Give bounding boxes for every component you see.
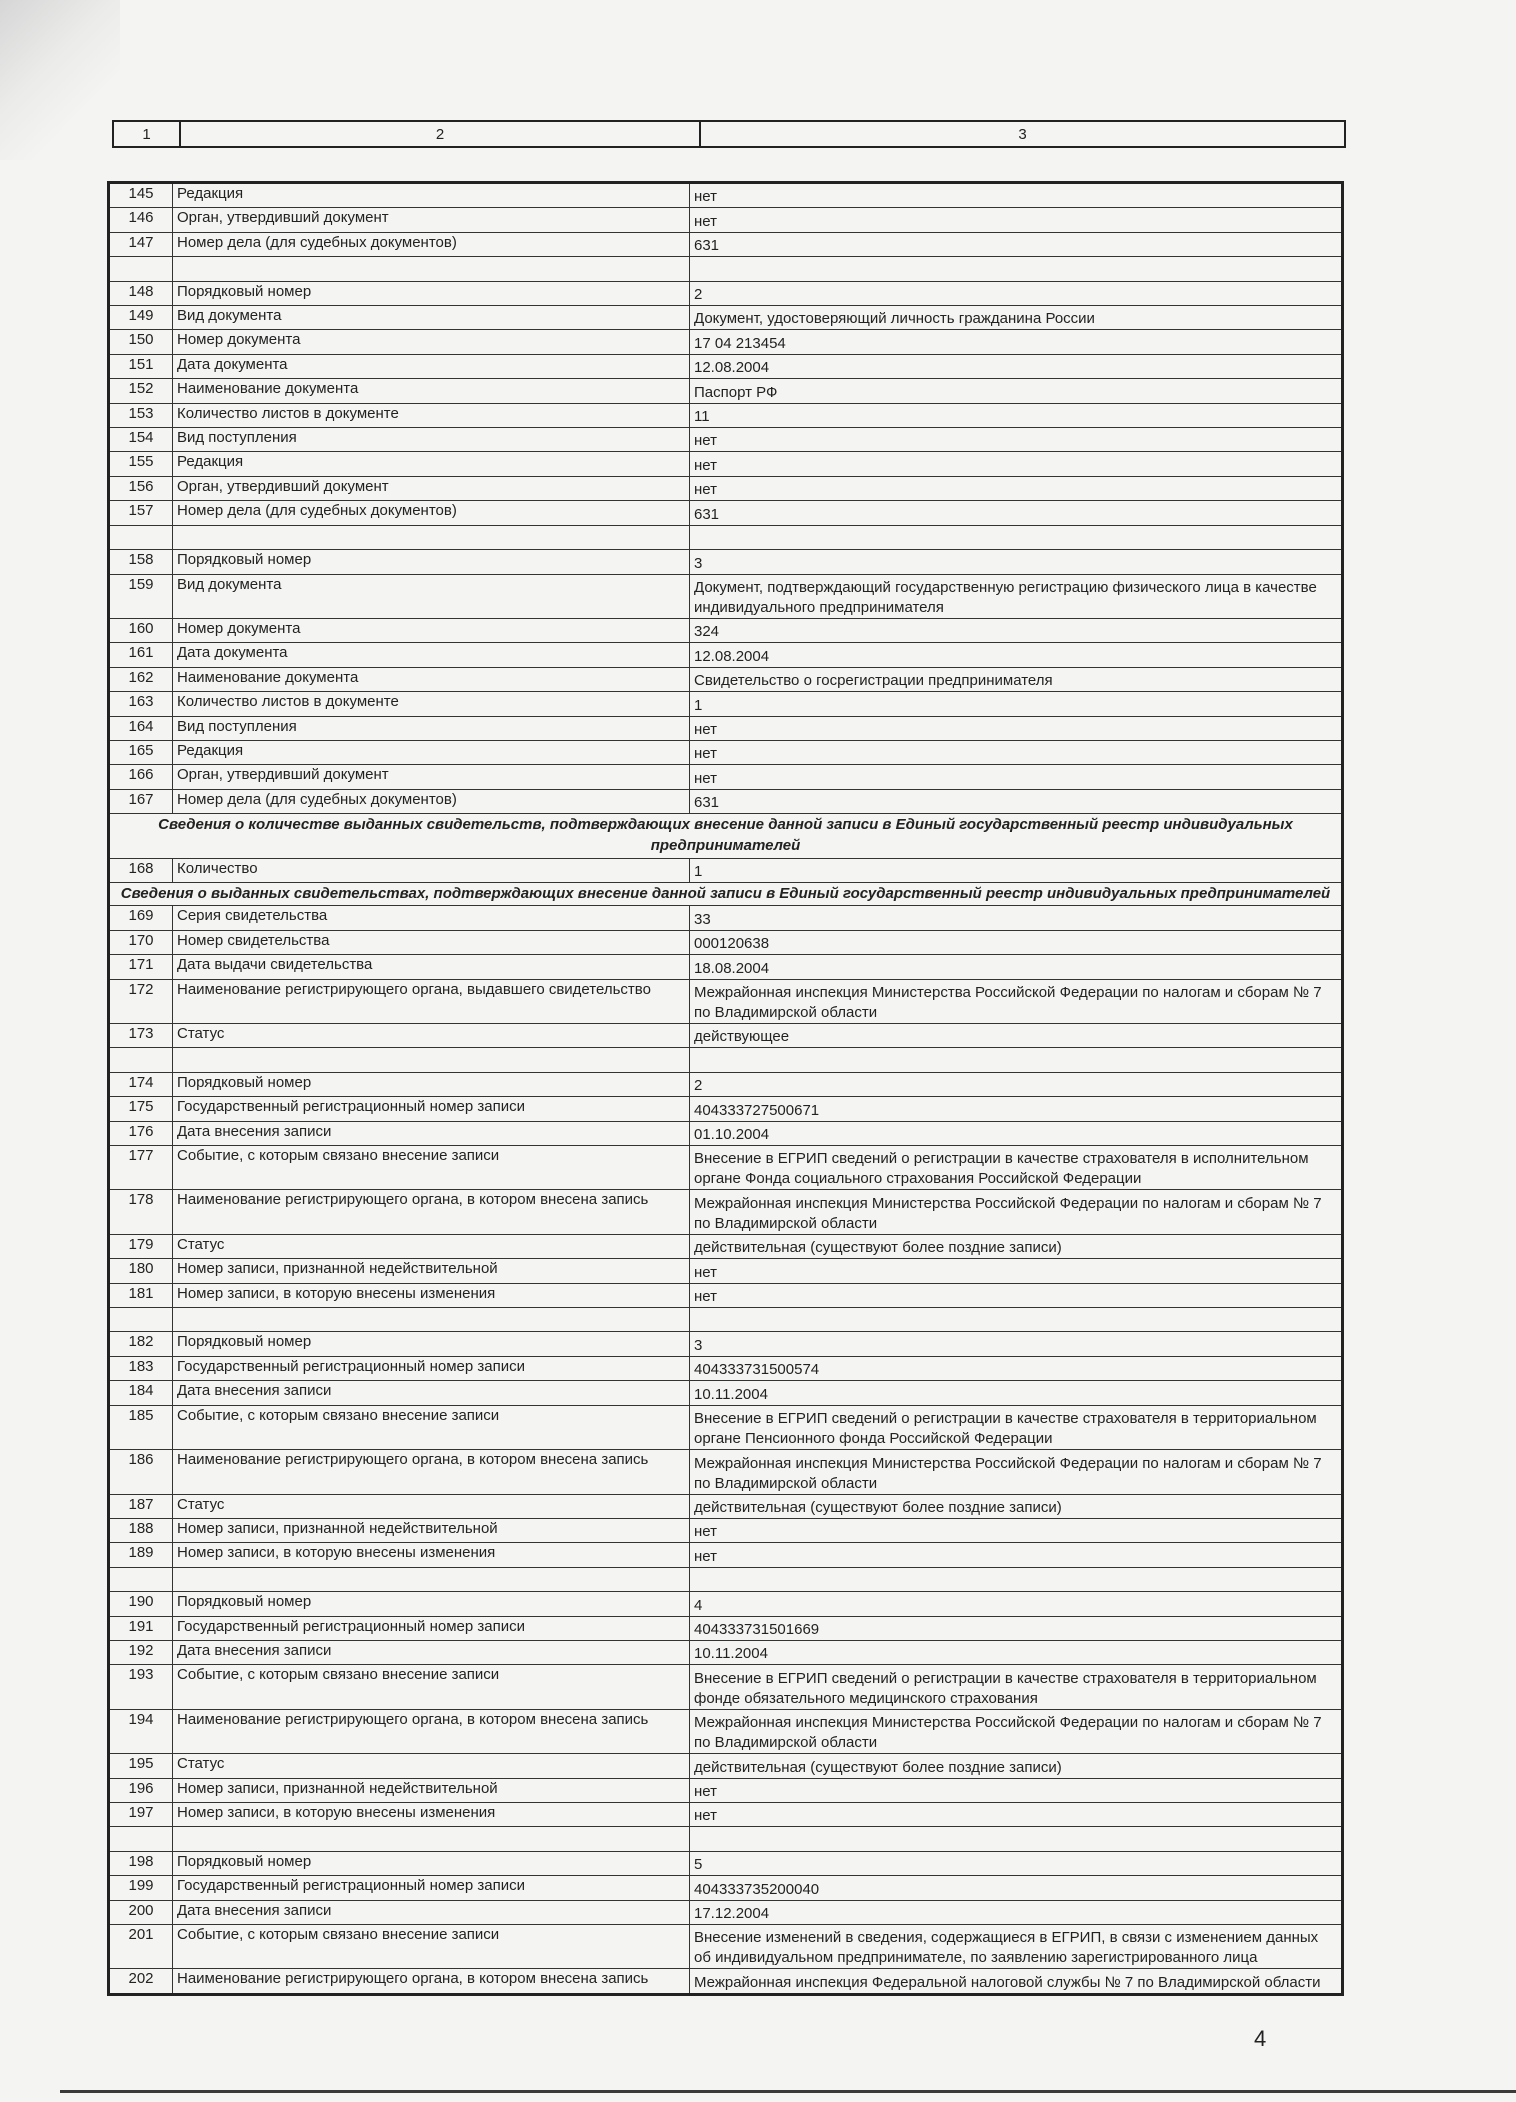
row-number: 177 (109, 1146, 173, 1190)
field-value: 10.11.2004 (690, 1640, 1343, 1664)
field-label: Номер дела (для судебных документов) (173, 789, 690, 813)
table-row (109, 1146, 1343, 1190)
row-number: 175 (109, 1097, 173, 1121)
field-label: Наименование регистрирующего органа, в котором внесена запись (173, 1969, 690, 1994)
table-row (109, 1665, 1343, 1709)
section-header-row (109, 882, 1343, 905)
blank-cell (690, 525, 1343, 549)
blank-cell (173, 1048, 690, 1072)
row-number: 189 (109, 1543, 173, 1567)
field-label: Порядковый номер (173, 1072, 690, 1096)
field-label: Количество (173, 858, 690, 882)
field-value: 324 (690, 618, 1343, 642)
row-number: 145 (109, 183, 173, 208)
column-1-number: 1 (113, 121, 180, 147)
field-value: 2 (690, 1072, 1343, 1096)
field-label: Наименование документа (173, 667, 690, 691)
field-value: Межрайонная инспекция Министерства Российской Федерации по налогам и сборам № 7 по Владимирской области (690, 1190, 1343, 1234)
field-label: Порядковый номер (173, 281, 690, 305)
field-value: Межрайонная инспекция Министерства Российской Федерации по налогам и сборам № 7 по Владимирской области (690, 979, 1343, 1023)
row-number: 190 (109, 1592, 173, 1616)
row-number: 181 (109, 1283, 173, 1307)
field-value: 404333735200040 (690, 1876, 1343, 1900)
field-value: действующее (690, 1024, 1343, 1048)
field-value: 12.08.2004 (690, 643, 1343, 667)
row-number: 178 (109, 1190, 173, 1234)
table-row (109, 1900, 1343, 1924)
blank-separator-row (109, 1827, 1343, 1851)
field-label: Дата документа (173, 354, 690, 378)
blank-cell (173, 525, 690, 549)
table-row (109, 1640, 1343, 1664)
section-header: Сведения о выданных свидетельствах, подтверждающих внесение данной записи в Единый государственный реестр индивидуальных предпринимателей (109, 882, 1343, 905)
row-number: 202 (109, 1969, 173, 1994)
blank-cell (109, 1827, 173, 1851)
field-label: Дата внесения записи (173, 1121, 690, 1145)
blank-cell (173, 1827, 690, 1851)
row-number: 185 (109, 1405, 173, 1449)
table-row (109, 232, 1343, 256)
table-row (109, 1405, 1343, 1449)
field-value: Межрайонная инспекция Федеральной налоговой службы № 7 по Владимирской области (690, 1969, 1343, 1994)
table-row (109, 858, 1343, 882)
table-row (109, 501, 1343, 525)
field-value: нет (690, 716, 1343, 740)
field-value: 01.10.2004 (690, 1121, 1343, 1145)
table-row (109, 183, 1343, 208)
field-value: 5 (690, 1851, 1343, 1875)
field-value: нет (690, 183, 1343, 208)
table-row (109, 550, 1343, 574)
table-row (109, 1969, 1343, 1994)
field-label: Орган, утвердивший документ (173, 765, 690, 789)
field-label: Статус (173, 1234, 690, 1258)
row-number: 168 (109, 858, 173, 882)
blank-cell (173, 1567, 690, 1591)
table-row (109, 1259, 1343, 1283)
row-number: 186 (109, 1450, 173, 1494)
row-number: 187 (109, 1494, 173, 1518)
blank-cell (173, 1308, 690, 1332)
row-number: 194 (109, 1709, 173, 1753)
field-value: 000120638 (690, 930, 1343, 954)
table-row (109, 452, 1343, 476)
page-corner-shadow (0, 0, 120, 160)
row-number: 200 (109, 1900, 173, 1924)
field-value: 4 (690, 1592, 1343, 1616)
row-number: 188 (109, 1518, 173, 1542)
field-value: 17 04 213454 (690, 330, 1343, 354)
field-value: 404333727500671 (690, 1097, 1343, 1121)
row-number: 192 (109, 1640, 173, 1664)
row-number: 179 (109, 1234, 173, 1258)
field-value: Межрайонная инспекция Министерства Российской Федерации по налогам и сборам № 7 по Владимирской области (690, 1709, 1343, 1753)
field-value: нет (690, 1802, 1343, 1826)
field-label: Дата внесения записи (173, 1640, 690, 1664)
field-value: Внесение в ЕГРИП сведений о регистрации в качестве страхователя в исполнительном органе Фонда социального страхования Российской Федерации (690, 1146, 1343, 1190)
blank-separator-row (109, 257, 1343, 281)
field-label: Наименование регистрирующего органа, выдавшего свидетельство (173, 979, 690, 1023)
field-value: 1 (690, 692, 1343, 716)
table-row (109, 716, 1343, 740)
blank-cell (690, 257, 1343, 281)
field-value: Межрайонная инспекция Министерства Российской Федерации по налогам и сборам № 7 по Владимирской области (690, 1450, 1343, 1494)
field-value: 11 (690, 403, 1343, 427)
row-number: 172 (109, 979, 173, 1023)
field-label: Порядковый номер (173, 550, 690, 574)
table-row (109, 1097, 1343, 1121)
field-value: нет (690, 1283, 1343, 1307)
field-label: Государственный регистрационный номер записи (173, 1097, 690, 1121)
field-label: Номер записи, признанной недействительной (173, 1259, 690, 1283)
row-number: 159 (109, 574, 173, 618)
field-value: нет (690, 765, 1343, 789)
field-value: 10.11.2004 (690, 1381, 1343, 1405)
table-row (109, 403, 1343, 427)
field-value: Паспорт РФ (690, 379, 1343, 403)
field-label: Событие, с которым связано внесение записи (173, 1146, 690, 1190)
field-value: Документ, удостоверяющий личность гражданина России (690, 306, 1343, 330)
field-label: Вид документа (173, 574, 690, 618)
blank-cell (690, 1827, 1343, 1851)
blank-cell (690, 1308, 1343, 1332)
table-row (109, 1543, 1343, 1567)
field-value: 18.08.2004 (690, 955, 1343, 979)
row-number: 156 (109, 476, 173, 500)
blank-separator-row (109, 525, 1343, 549)
column-2-number: 2 (180, 121, 700, 147)
row-number: 167 (109, 789, 173, 813)
row-number: 195 (109, 1754, 173, 1778)
table-row (109, 1876, 1343, 1900)
field-label: Количество листов в документе (173, 403, 690, 427)
field-value: нет (690, 1518, 1343, 1542)
table-row (109, 1450, 1343, 1494)
table-row (109, 1121, 1343, 1145)
field-value: 3 (690, 550, 1343, 574)
field-value: нет (690, 452, 1343, 476)
field-value: 631 (690, 789, 1343, 813)
field-value: 33 (690, 906, 1343, 930)
table-row (109, 692, 1343, 716)
blank-cell (690, 1048, 1343, 1072)
table-row (109, 1754, 1343, 1778)
table-row (109, 1709, 1343, 1753)
row-number: 169 (109, 906, 173, 930)
field-value: нет (690, 1259, 1343, 1283)
field-value: 12.08.2004 (690, 354, 1343, 378)
blank-separator-row (109, 1048, 1343, 1072)
field-label: Дата выдачи свидетельства (173, 955, 690, 979)
table-row (109, 765, 1343, 789)
table-row (109, 428, 1343, 452)
field-value: нет (690, 1778, 1343, 1802)
table-row (109, 643, 1343, 667)
field-label: Номер документа (173, 618, 690, 642)
row-number: 174 (109, 1072, 173, 1096)
field-label: Дата документа (173, 643, 690, 667)
row-number: 166 (109, 765, 173, 789)
field-label: Номер дела (для судебных документов) (173, 232, 690, 256)
table-row (109, 1332, 1343, 1356)
field-label: Порядковый номер (173, 1332, 690, 1356)
table-row (109, 740, 1343, 764)
table-row (109, 1024, 1343, 1048)
field-label: Статус (173, 1754, 690, 1778)
table-row (109, 306, 1343, 330)
field-value: 2 (690, 281, 1343, 305)
field-label: Порядковый номер (173, 1851, 690, 1875)
table-row (109, 379, 1343, 403)
blank-separator-row (109, 1308, 1343, 1332)
row-number: 164 (109, 716, 173, 740)
field-value: Внесение изменений в сведения, содержащиеся в ЕГРИП, в связи с изменением данных об индивидуальном предпринимателе, по заявлению зарегистрированного лица (690, 1925, 1343, 1969)
table-row (109, 574, 1343, 618)
row-number: 196 (109, 1778, 173, 1802)
table-row (109, 1518, 1343, 1542)
row-number: 199 (109, 1876, 173, 1900)
table-row (109, 906, 1343, 930)
field-value: Внесение в ЕГРИП сведений о регистрации в качестве страхователя в территориальном фонде обязательного медицинского страхования (690, 1665, 1343, 1709)
table-row (109, 1072, 1343, 1096)
field-label: Статус (173, 1494, 690, 1518)
field-label: Событие, с которым связано внесение записи (173, 1665, 690, 1709)
field-value: нет (690, 1543, 1343, 1567)
field-value: 404333731500574 (690, 1356, 1343, 1380)
table-row (109, 1851, 1343, 1875)
field-value: 404333731501669 (690, 1616, 1343, 1640)
table-row (109, 1356, 1343, 1380)
field-label: Вид документа (173, 306, 690, 330)
field-label: Орган, утвердивший документ (173, 208, 690, 232)
row-number: 146 (109, 208, 173, 232)
field-value: 631 (690, 501, 1343, 525)
table-row (109, 354, 1343, 378)
table-row (109, 1494, 1343, 1518)
field-value: 3 (690, 1332, 1343, 1356)
field-label: Редакция (173, 452, 690, 476)
field-value: нет (690, 428, 1343, 452)
field-label: Номер записи, признанной недействительной (173, 1778, 690, 1802)
row-number: 158 (109, 550, 173, 574)
row-number: 152 (109, 379, 173, 403)
field-value: нет (690, 476, 1343, 500)
field-label: Количество листов в документе (173, 692, 690, 716)
field-value: 631 (690, 232, 1343, 256)
field-value: нет (690, 740, 1343, 764)
table-row (109, 330, 1343, 354)
row-number: 147 (109, 232, 173, 256)
table-row (109, 667, 1343, 691)
field-label: Вид поступления (173, 716, 690, 740)
field-value: нет (690, 208, 1343, 232)
blank-cell (173, 257, 690, 281)
table-row (109, 1283, 1343, 1307)
field-label: Наименование регистрирующего органа, в котором внесена запись (173, 1709, 690, 1753)
blank-cell (109, 257, 173, 281)
row-number: 193 (109, 1665, 173, 1709)
field-label: Наименование регистрирующего органа, в котором внесена запись (173, 1190, 690, 1234)
field-label: Номер записи, в которую внесены изменения (173, 1543, 690, 1567)
blank-cell (109, 525, 173, 549)
field-label: Орган, утвердивший документ (173, 476, 690, 500)
row-number: 157 (109, 501, 173, 525)
field-label: Номер записи, в которую внесены изменения (173, 1283, 690, 1307)
table-row (109, 1925, 1343, 1969)
field-label: Событие, с которым связано внесение записи (173, 1405, 690, 1449)
field-value: 17.12.2004 (690, 1900, 1343, 1924)
table-row (109, 618, 1343, 642)
blank-cell (109, 1048, 173, 1072)
section-header: Сведения о количестве выданных свидетельств, подтверждающих внесение данной записи в Единый государственный реестр индивидуальных предпринимателей (109, 814, 1343, 858)
row-number: 160 (109, 618, 173, 642)
row-number: 148 (109, 281, 173, 305)
table-row (109, 208, 1343, 232)
row-number: 184 (109, 1381, 173, 1405)
field-value: действительная (существуют более поздние записи) (690, 1234, 1343, 1258)
blank-cell (690, 1567, 1343, 1591)
table-row (109, 955, 1343, 979)
field-value: Внесение в ЕГРИП сведений о регистрации в качестве страхователя в территориальном органе Пенсионного фонда Российской Федерации (690, 1405, 1343, 1449)
table-row (109, 1190, 1343, 1234)
blank-cell (109, 1308, 173, 1332)
table-row (109, 1234, 1343, 1258)
table-row (109, 979, 1343, 1023)
row-number: 165 (109, 740, 173, 764)
blank-cell (109, 1567, 173, 1591)
row-number: 197 (109, 1802, 173, 1826)
row-number: 154 (109, 428, 173, 452)
row-number: 191 (109, 1616, 173, 1640)
field-value: действительная (существуют более поздние записи) (690, 1494, 1343, 1518)
field-label: Номер записи, в которую внесены изменения (173, 1802, 690, 1826)
table-row (109, 281, 1343, 305)
section-header-row (109, 814, 1343, 858)
page-number: 4 (1254, 2026, 1267, 2051)
row-number: 173 (109, 1024, 173, 1048)
row-number: 201 (109, 1925, 173, 1969)
field-label: Дата внесения записи (173, 1381, 690, 1405)
field-label: Дата внесения записи (173, 1900, 690, 1924)
field-label: Номер дела (для судебных документов) (173, 501, 690, 525)
field-label: Наименование регистрирующего органа, в котором внесена запись (173, 1450, 690, 1494)
field-label: Редакция (173, 740, 690, 764)
field-value: 1 (690, 858, 1343, 882)
field-value: действительная (существуют более поздние записи) (690, 1754, 1343, 1778)
field-label: Номер документа (173, 330, 690, 354)
table-row (109, 1616, 1343, 1640)
field-label: Государственный регистрационный номер записи (173, 1616, 690, 1640)
row-number: 149 (109, 306, 173, 330)
row-number: 182 (109, 1332, 173, 1356)
field-value: Свидетельство о госрегистрации предпринимателя (690, 667, 1343, 691)
blank-separator-row (109, 1567, 1343, 1591)
row-number: 183 (109, 1356, 173, 1380)
table-row (109, 1778, 1343, 1802)
row-number: 198 (109, 1851, 173, 1875)
row-number: 170 (109, 930, 173, 954)
field-label: Номер записи, признанной недействительной (173, 1518, 690, 1542)
row-number: 176 (109, 1121, 173, 1145)
table-row (109, 1802, 1343, 1826)
row-number: 162 (109, 667, 173, 691)
row-number: 171 (109, 955, 173, 979)
field-label: Государственный регистрационный номер записи (173, 1356, 690, 1380)
row-number: 151 (109, 354, 173, 378)
table-row (109, 789, 1343, 813)
field-label: Наименование документа (173, 379, 690, 403)
field-label: Вид поступления (173, 428, 690, 452)
row-number: 153 (109, 403, 173, 427)
row-number: 150 (109, 330, 173, 354)
column-number-header (112, 120, 1346, 148)
row-number: 180 (109, 1259, 173, 1283)
table-row (109, 476, 1343, 500)
column-3-number: 3 (700, 121, 1345, 147)
table-row (109, 930, 1343, 954)
field-label: Редакция (173, 183, 690, 208)
field-label: Событие, с которым связано внесение записи (173, 1925, 690, 1969)
bottom-edge-line (60, 2090, 1516, 2093)
field-label: Номер свидетельства (173, 930, 690, 954)
row-number: 163 (109, 692, 173, 716)
field-label: Порядковый номер (173, 1592, 690, 1616)
register-extract-table (107, 181, 1344, 1996)
table-row (109, 1381, 1343, 1405)
table-row (109, 1592, 1343, 1616)
field-value: Документ, подтверждающий государственную регистрацию физического лица в качестве индивидуального предпринимателя (690, 574, 1343, 618)
field-label: Статус (173, 1024, 690, 1048)
row-number: 161 (109, 643, 173, 667)
field-label: Серия свидетельства (173, 906, 690, 930)
row-number: 155 (109, 452, 173, 476)
field-label: Государственный регистрационный номер записи (173, 1876, 690, 1900)
